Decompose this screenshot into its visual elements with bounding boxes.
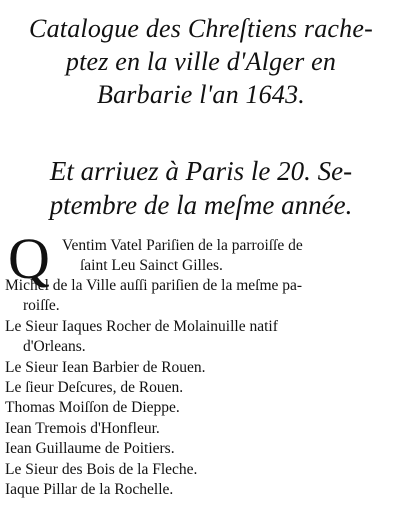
list-item-line: ſaint Leu Sainct Gilles. xyxy=(80,257,223,274)
list-item-line: Ventim Vatel Pariſien de la parroiſſe de xyxy=(62,237,303,254)
page-title xyxy=(8,12,394,111)
list-item: Thomas Moiſſon de Dieppe. xyxy=(5,399,180,417)
list-item: Le Sieur Iean Barbier de Rouen. xyxy=(5,358,206,376)
list-item: Iean Tremois d'Honfleur. xyxy=(5,419,160,437)
list-item: Michel de la Ville auſſi pariſien de la meſme pa- xyxy=(5,277,303,294)
subtitle-line-1: Et arriuez à Paris le 20. Se- xyxy=(49,156,353,186)
title-line-3: Barbarie l'an 1643. xyxy=(97,80,305,109)
captive-list xyxy=(5,226,393,500)
list-item: Le Sieur des Bois de la Fleche. xyxy=(5,460,198,478)
list-item: Iaque Pillar de la Rochelle. xyxy=(5,481,174,499)
drop-cap: Q xyxy=(8,226,50,291)
list-item: Le ſieur Deſcures, de Rouen. xyxy=(5,379,184,397)
title-line-1: Catalogue des Chreſtiens rache- xyxy=(29,14,373,43)
list-item-continuation: d'Orleans. xyxy=(23,338,86,356)
subtitle-line-2: ptembre de la meſme année. xyxy=(49,190,353,220)
title-line-2: ptez en la ville d'Alger en xyxy=(65,47,337,76)
list-item-continuation: roiſſe. xyxy=(23,297,60,315)
page-subtitle xyxy=(6,154,396,222)
list-item: Iean Guillaume de Poitiers. xyxy=(5,440,175,458)
list-item: Le Sieur Iaques Rocher de Molainuille natif xyxy=(5,317,278,335)
